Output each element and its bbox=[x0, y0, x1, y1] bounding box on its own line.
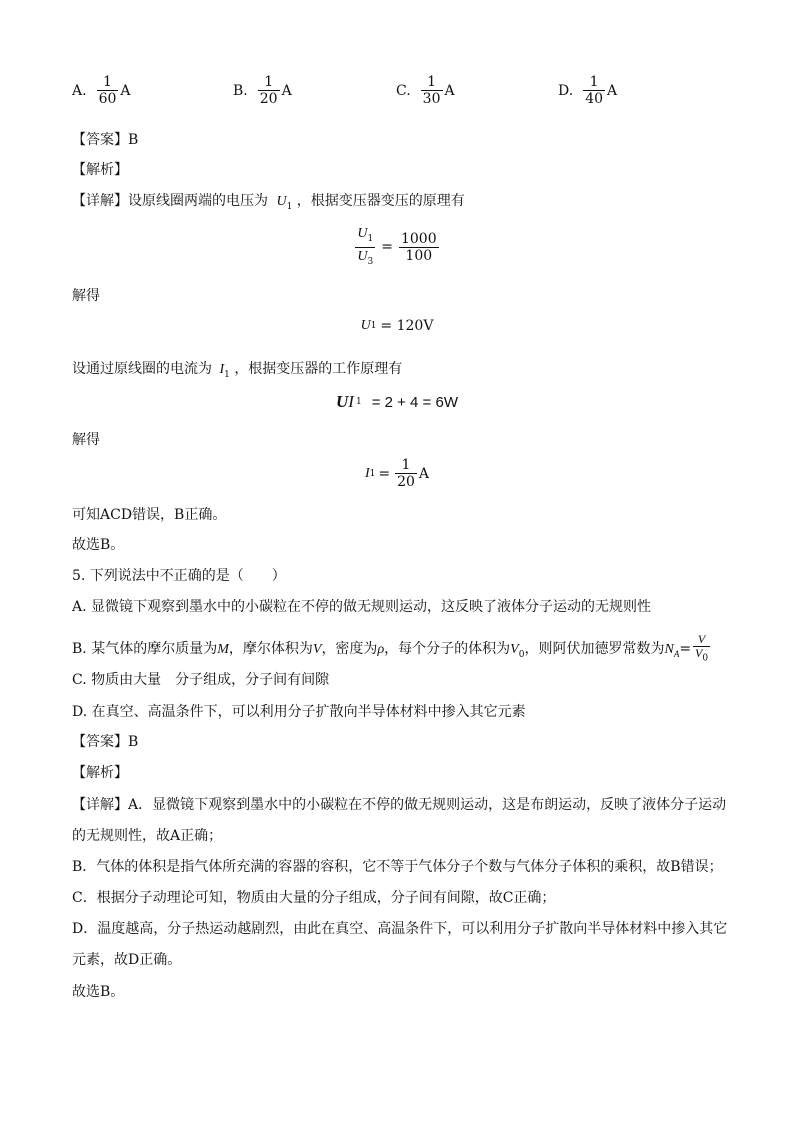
subscript: A bbox=[673, 648, 680, 659]
option-d-fraction bbox=[583, 74, 605, 107]
subscript: 1 bbox=[224, 369, 230, 380]
subscript: 0 bbox=[518, 649, 525, 660]
q5-option-d: D. 在真空、高温条件下，可以利用分子扩散向半导体材料中掺入其它元素 bbox=[72, 704, 526, 720]
detail-text: 【详解】设原线圈两端的电压为 bbox=[72, 193, 268, 209]
q5-detail-3: B．气体的体积是指气体所充满的容器的容积，它不等于气体分子个数与气体分子体积的乘积，故B错误； bbox=[72, 859, 723, 875]
equation-rhs: = 2 + 4 = 6W bbox=[371, 393, 458, 411]
variable-u: U bbox=[357, 248, 368, 264]
fraction-denominator: 20 bbox=[397, 474, 415, 490]
option-b-label: B. bbox=[233, 82, 248, 99]
fraction-denominator: 60 bbox=[98, 91, 117, 107]
equation-u1 bbox=[0, 318, 794, 334]
option-d-unit: A bbox=[607, 82, 618, 99]
option-text: ，则阿伏加德罗常数为 bbox=[524, 641, 665, 658]
q5-detail-1: 【详解】A．显微镜下观察到墨水中的小碳粒在不停的做无规则运动，这是布朗运动，反映了液体分子运动 bbox=[72, 797, 727, 813]
equation-i1 bbox=[0, 457, 794, 490]
q4-solve-1: 解得 bbox=[72, 288, 100, 304]
current-fraction bbox=[395, 457, 417, 490]
fraction-denominator: 20 bbox=[259, 91, 278, 107]
option-c-fraction bbox=[421, 74, 443, 107]
variable-i: I bbox=[348, 392, 354, 411]
unit: A bbox=[418, 465, 430, 482]
ratio-left bbox=[355, 225, 375, 270]
variable-i: I bbox=[219, 362, 225, 377]
equals-sign: = bbox=[381, 239, 393, 256]
variable-u: U bbox=[276, 194, 287, 209]
option-text: ，密度为 bbox=[321, 641, 378, 658]
variable-u: U bbox=[357, 226, 368, 241]
q5-analysis-heading: 【解析】 bbox=[72, 765, 128, 781]
option-a-label: A. bbox=[72, 82, 87, 99]
fraction-denominator: 30 bbox=[422, 91, 441, 107]
fraction-numerator: 1 bbox=[264, 74, 274, 90]
variable-u: U bbox=[336, 392, 349, 411]
fraction-denominator: V bbox=[695, 646, 703, 660]
q5-detail-6: 元素，故D正确。 bbox=[72, 952, 182, 968]
subscript: 1 bbox=[286, 201, 293, 212]
option-b-unit: A bbox=[281, 82, 292, 99]
option-c-label: C. bbox=[396, 82, 411, 99]
variable-v: V bbox=[312, 642, 322, 658]
option-c-unit: A bbox=[444, 82, 455, 99]
subscript: 1 bbox=[367, 233, 374, 244]
equation-rhs: = 120V bbox=[380, 318, 434, 334]
equals-sign: = bbox=[679, 641, 692, 658]
option-text: ，摩尔体积为 bbox=[228, 641, 313, 658]
equation-voltage-ratio bbox=[0, 225, 794, 270]
fraction-numerator: 1000 bbox=[400, 230, 437, 247]
fraction-numerator: 1 bbox=[401, 457, 411, 473]
fraction-numerator: V bbox=[697, 632, 706, 646]
q5-detail-2: 的无规则性，故A正确； bbox=[72, 828, 223, 844]
variable-u: U bbox=[360, 318, 371, 333]
variable-i: I bbox=[364, 465, 370, 481]
subscript: 0 bbox=[702, 653, 709, 664]
option-b bbox=[233, 74, 292, 107]
variable-n: N bbox=[664, 642, 674, 658]
option-a-fraction bbox=[97, 74, 119, 107]
option-d-label: D. bbox=[558, 82, 574, 99]
q5-detail-4: C．根据分子动理论可知，物质由大量的分子组成，分子间有间隙，故C正确； bbox=[72, 890, 556, 906]
detail-text: ，根据变压器的工作原理有 bbox=[234, 361, 403, 377]
fraction-numerator: 1 bbox=[589, 74, 599, 90]
option-text: ，每个分子的体积为 bbox=[384, 641, 511, 658]
q4-analysis-heading: 【解析】 bbox=[72, 162, 128, 178]
subscript: 3 bbox=[367, 256, 374, 267]
q4-conclusion: 可知ACD错误，B正确。 bbox=[72, 507, 227, 523]
option-text: B. 某气体的摩尔质量为 bbox=[72, 641, 218, 658]
equation-power bbox=[0, 392, 794, 412]
q4-current-line bbox=[72, 359, 402, 385]
option-a bbox=[72, 74, 131, 107]
q4-detail-line bbox=[72, 191, 465, 217]
variable-rho: ρ bbox=[377, 642, 385, 658]
q5-option-c: C. 物质由大量 分子组成，分子间有间隙 bbox=[72, 672, 330, 688]
detail-text: 设通过原线圈的电流为 bbox=[72, 361, 212, 377]
q4-answer: 【答案】B bbox=[72, 132, 139, 148]
avogadro-fraction bbox=[693, 633, 710, 665]
q4-choose: 故选B。 bbox=[72, 537, 125, 553]
subscript: 1 bbox=[369, 468, 376, 479]
fraction-numerator: 1 bbox=[427, 74, 437, 90]
option-b-fraction bbox=[258, 74, 280, 107]
q5-answer: 【答案】B bbox=[72, 734, 139, 750]
q4-solve-2: 解得 bbox=[72, 432, 100, 448]
variable-v: V bbox=[510, 642, 519, 658]
subscript: 1 bbox=[370, 321, 377, 331]
fraction-denominator: 40 bbox=[585, 91, 604, 107]
q5-detail-5: D．温度越高，分子热运动越剧烈，由此在真空、高温条件下，可以利用分子扩散向半导体材料中掺入其它 bbox=[72, 921, 728, 937]
q5-option-a: A. 显微镜下观察到墨水中的小碳粒在不停的做无规则运动，这反映了液体分子运动的无规则性 bbox=[72, 599, 652, 615]
fraction-numerator: 1 bbox=[103, 74, 112, 90]
option-a-unit: A bbox=[120, 82, 131, 99]
q5-option-b bbox=[72, 633, 712, 665]
detail-text: ，根据变压器变压的原理有 bbox=[296, 193, 465, 209]
q5-choose: 故选B。 bbox=[72, 984, 125, 1000]
equals-sign: = bbox=[378, 465, 391, 482]
ratio-right bbox=[399, 231, 439, 264]
fraction-denominator: 100 bbox=[405, 247, 433, 264]
q5-stem: 5. 下列说法中不正确的是（ ） bbox=[72, 568, 286, 584]
option-d bbox=[558, 74, 617, 107]
subscript: 1 bbox=[355, 397, 362, 407]
variable-m: M bbox=[217, 642, 229, 658]
option-c bbox=[396, 74, 455, 107]
